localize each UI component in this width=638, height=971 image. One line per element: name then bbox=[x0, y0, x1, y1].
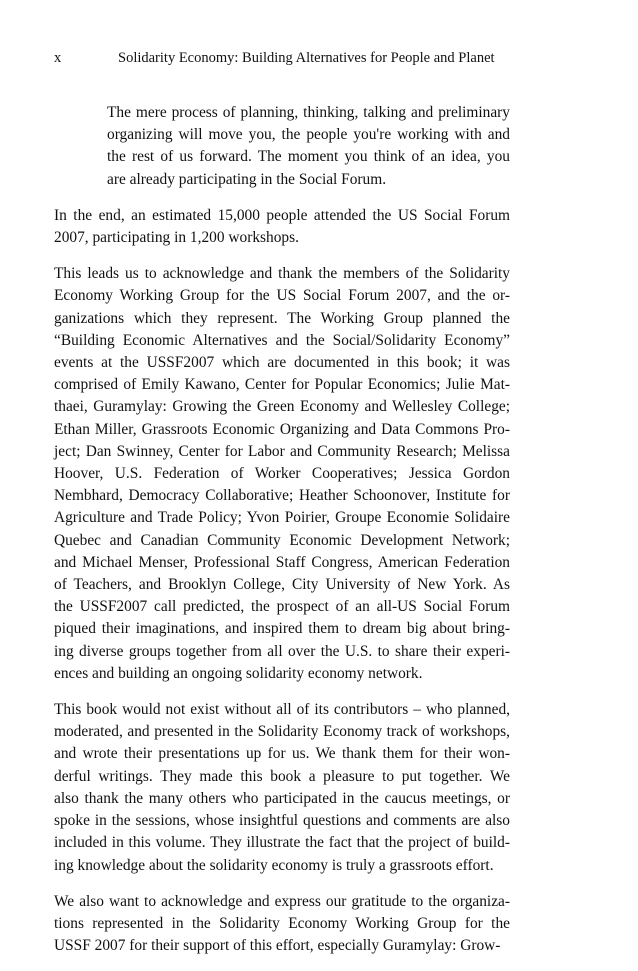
paragraph bbox=[54, 205, 510, 249]
text-line: are already participating in the Social Forum. bbox=[107, 170, 387, 188]
text-line: This leads us to acknowledge and thank the members of the Solidarity bbox=[54, 265, 510, 283]
text-line: moderated, and presented in the Solidarity Economy track of workshops, bbox=[54, 723, 510, 741]
text-line: Ethan Miller, Grassroots Economic Organizing and Data Commons Pro- bbox=[54, 420, 510, 438]
text-line: derful writings. They made this book a pleasure to put together. We bbox=[54, 767, 510, 785]
text-line: ganizations which they represent. The Working Group planned the bbox=[54, 309, 510, 327]
text-line: In the end, an estimated 15,000 people attended the US Social Forum bbox=[54, 206, 510, 224]
text-line: The mere process of planning, thinking, talking and preliminary bbox=[107, 104, 510, 121]
text-line: ences and building an ongoing solidarity economy network. bbox=[54, 664, 423, 682]
text-line: tions represented in the Solidarity Economy Working Group for the bbox=[54, 914, 510, 932]
text-line: ject; Dan Swinney, Center for Labor and Community Research; Melissa bbox=[54, 442, 510, 460]
paragraph bbox=[54, 699, 510, 877]
paragraph bbox=[54, 891, 510, 958]
running-header bbox=[54, 50, 510, 72]
page-number: x bbox=[54, 50, 62, 66]
text-line: and wrote their presentations up for us. We thank them for their won- bbox=[54, 745, 510, 763]
paragraph bbox=[54, 263, 510, 685]
text-line: This book would not exist without all of its contributors – who planned, bbox=[54, 701, 510, 719]
text-line: We also want to acknowledge and express our gratitude to the organiza- bbox=[54, 892, 510, 910]
text-line: organizing will move you, the people you're working with and bbox=[107, 126, 510, 144]
text-line: events at the USSF2007 which are documented in this book; it was bbox=[54, 354, 510, 372]
text-line: comprised of Emily Kawano, Center for Popular Economics; Julie Mat- bbox=[54, 376, 510, 394]
text-line: ing knowledge about the solidarity economy is truly a grassroots effort. bbox=[54, 856, 494, 874]
text-line: the USSF2007 call predicted, the prospect of an all-US Social Forum bbox=[54, 598, 510, 616]
text-line: Nembhard, Democracy Collaborative; Heather Schoonover, Institute for bbox=[54, 487, 510, 505]
text-line: and Michael Menser, Professional Staff Congress, American Federation bbox=[54, 553, 510, 571]
text-line: Quebec and Canadian Community Economic Development Network; bbox=[54, 531, 510, 549]
text-line: USSF 2007 for their support of this effort, especially Guramylay: Grow- bbox=[54, 937, 501, 955]
text-line: “Building Economic Alternatives and the Social/Solidarity Economy” bbox=[54, 331, 510, 349]
text-line: Economy Working Group for the US Social Forum 2007, and the or- bbox=[54, 287, 510, 305]
text-line: thaei, Guramylay: Growing the Green Economy and Wellesley College; bbox=[54, 398, 510, 416]
paragraphs bbox=[54, 205, 510, 958]
text-line: Agriculture and Trade Policy; Yvon Poirier, Groupe Economie Solidaire bbox=[54, 509, 510, 527]
text-line: ing diverse groups together from all over the U.S. to share their experi- bbox=[54, 642, 510, 660]
running-title: Solidarity Economy: Building Alternatives for People and Planet bbox=[118, 50, 495, 66]
text-line: also thank the many others who participated in the caucus meetings, or bbox=[54, 789, 510, 807]
text-line: of Teachers, and Brooklyn College, City University of New York. As bbox=[54, 576, 510, 594]
text-line: piqued their imaginations, and inspired them to dream big about bring- bbox=[54, 620, 510, 638]
text-line: 2007, participating in 1,200 workshops. bbox=[54, 229, 299, 247]
text-line: Hoover, U.S. Federation of Worker Cooperatives; Jessica Gordon bbox=[54, 465, 510, 483]
text-line: the rest of us forward. The moment you think of an idea, you bbox=[107, 148, 510, 166]
block-quote bbox=[107, 102, 510, 191]
text-line: included in this volume. They illustrate the fact that the project of build- bbox=[54, 834, 510, 852]
text-line: spoke in the sessions, whose insightful questions and comments are also bbox=[54, 812, 510, 830]
body-text bbox=[54, 102, 510, 971]
